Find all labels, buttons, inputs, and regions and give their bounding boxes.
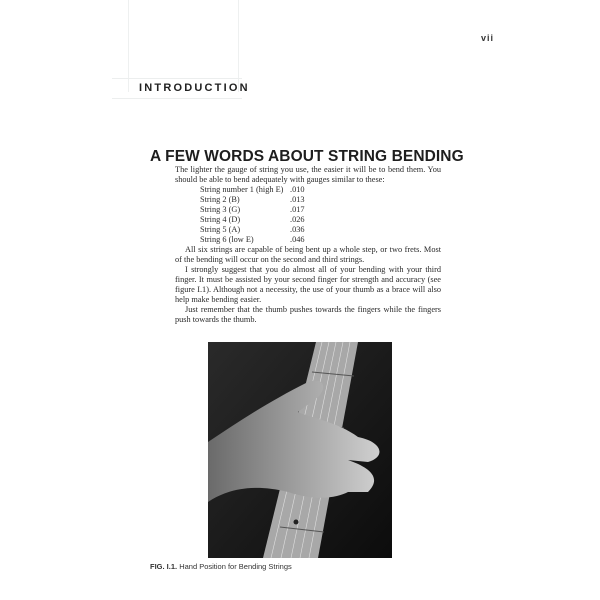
string-name: String 5 (A) [200,225,241,234]
gauge-row [200,215,305,225]
gauge-row [200,195,305,205]
paragraph: The lighter the gauge of string you use, the easier it will be to bend them. You should be able to bend adequately with gauges similar to these: [175,165,441,184]
section-heading: A FEW WORDS ABOUT STRING BENDING [150,148,464,165]
rule [112,98,242,99]
string-gauge: .036 [290,225,305,234]
figure-caption-text: Hand Position for Bending Strings [179,562,292,571]
string-gauge: .010 [290,185,305,194]
page-number: vii [481,33,495,43]
gauge-row [200,205,305,215]
string-name: String 4 (D) [200,215,241,224]
string-name: String 2 (B) [200,195,240,204]
figure-label: FIG. I.1. [150,562,178,571]
string-gauge: .013 [290,195,305,204]
figure-photo-hand-bending [208,342,392,558]
string-name: String number 1 (high E) [200,185,284,194]
figure-caption [150,562,292,571]
rule [112,78,242,79]
gauge-row [200,235,305,245]
paragraph: All six strings are capable of being bent up a whole step, or two frets. Most of the bending will occur on the second and third strings. [175,245,441,264]
string-gauge: .026 [290,215,305,224]
string-gauge: .046 [290,235,305,244]
gauge-table [200,185,305,245]
gauge-row [200,185,305,195]
paragraph: Just remember that the thumb pushes towards the fingers while the fingers push towards the thumb. [175,305,441,324]
string-name: String 3 (G) [200,205,241,214]
gauge-row [200,225,305,235]
string-gauge: .017 [290,205,305,214]
section-label: INTRODUCTION [139,82,250,94]
paragraph: I strongly suggest that you do almost all of your bending with your third finger. It must be assisted by your second finger for strength and accuracy (see figure I.1). Although not a necessity, the use of your thumb as a brace will also help make bending easier. [175,265,441,304]
string-name: String 6 (low E) [200,235,254,244]
body-text [175,165,441,325]
